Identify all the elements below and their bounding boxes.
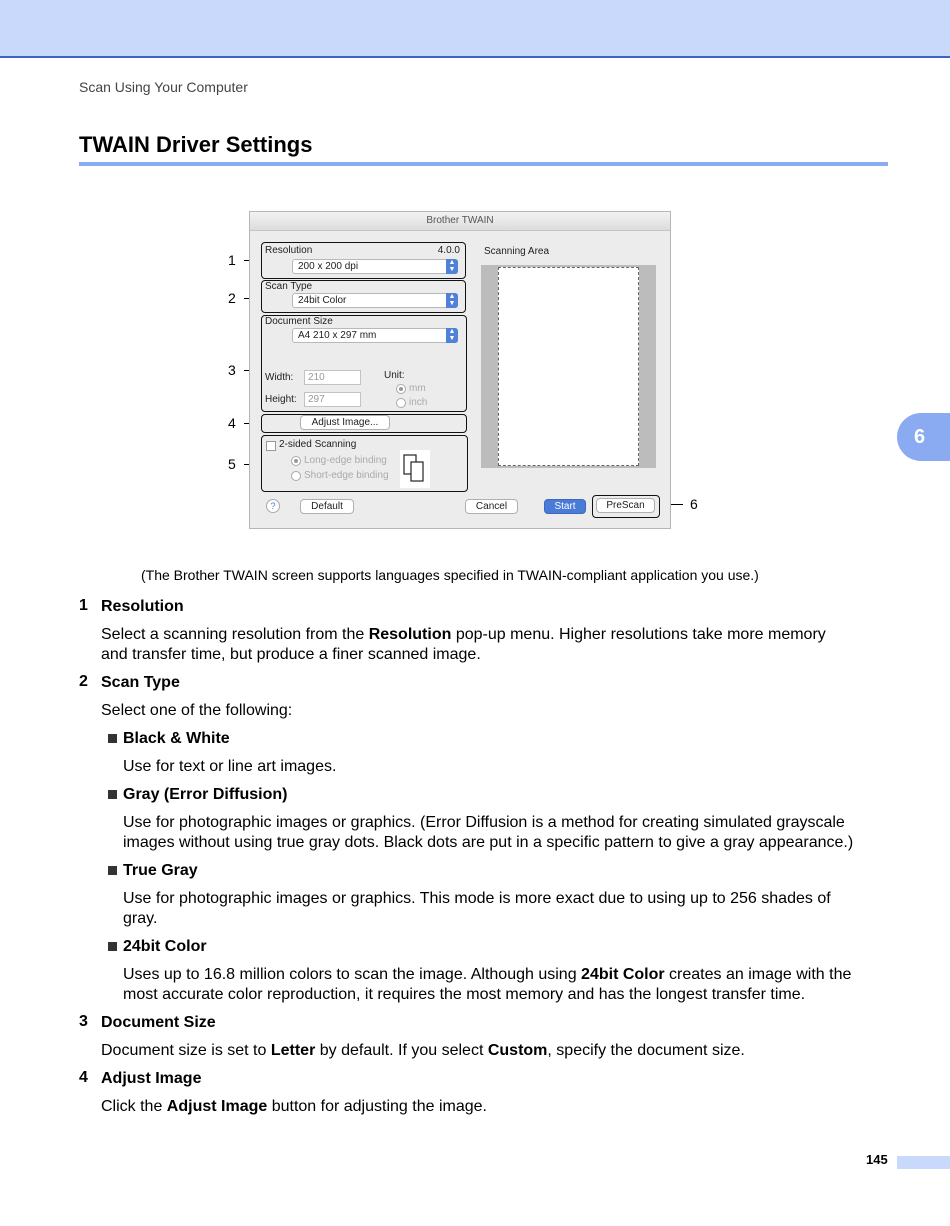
section-heading: Document Size <box>101 1014 216 1031</box>
scan-type-popup[interactable] <box>292 293 458 308</box>
section-paragraph: and transfer time, but produce a finer scanned image. <box>101 646 481 663</box>
section-number: 1 <box>79 597 88 614</box>
bullet-square-icon <box>108 942 117 951</box>
resolution-group <box>261 242 466 279</box>
section-paragraph: Select one of the following: <box>101 702 293 719</box>
document-size-value: A4 210 x 297 mm <box>298 330 377 341</box>
adjust-image-group <box>261 414 467 433</box>
bullet-heading: True Gray <box>123 862 198 879</box>
callout-6: 6 <box>690 496 698 512</box>
scanning-area-label: Scanning Area <box>484 246 550 257</box>
height-field[interactable]: 297 <box>304 392 361 407</box>
dialog-title: Brother TWAIN <box>250 212 670 231</box>
scan-type-group <box>261 280 466 313</box>
section-heading: Adjust Image <box>101 1070 202 1087</box>
short-edge-label: Short-edge binding <box>304 470 389 481</box>
bullet-text: Use for text or line art images. <box>123 758 337 775</box>
document-size-label: Document Size <box>265 316 333 327</box>
adjust-image-button[interactable]: Adjust Image... <box>300 415 390 430</box>
resolution-popup[interactable] <box>292 259 458 274</box>
section-paragraph: Click the Adjust Image button for adjusting the image. <box>101 1098 487 1115</box>
unit-inch-radio[interactable] <box>396 398 406 408</box>
bullet-text: Use for photographic images or graphics. (Error Diffusion is a method for creating simulated grayscale <box>123 814 845 831</box>
callout-2: 2 <box>228 290 236 306</box>
version-label: 4.0.0 <box>437 245 460 256</box>
unit-mm-radio[interactable] <box>396 384 406 394</box>
unit-label: Unit: <box>384 370 405 381</box>
figure-caption: (The Brother TWAIN screen supports languages specified in TWAIN-compliant application you use.) <box>141 567 759 583</box>
callout-1: 1 <box>228 252 236 268</box>
height-label: Height: <box>265 394 297 405</box>
duplex-page-icon <box>400 450 430 488</box>
resolution-label: Resolution <box>265 245 313 256</box>
document-size-group <box>261 315 467 412</box>
scanning-area-page <box>498 267 639 466</box>
short-edge-radio[interactable] <box>291 471 301 481</box>
scanning-area-preview[interactable] <box>481 265 656 468</box>
unit-inch-label: inch <box>409 397 428 408</box>
long-edge-radio[interactable] <box>291 456 301 466</box>
chevron-updown-icon: ▲ ▼ <box>446 293 458 308</box>
two-sided-label: 2-sided Scanning <box>279 439 357 450</box>
bullet-text: Use for photographic images or graphics. This mode is more exact due to using up to 256 shades of <box>123 890 831 907</box>
scan-type-label: Scan Type <box>265 281 313 292</box>
help-icon[interactable]: ? <box>266 499 280 513</box>
bullet-square-icon <box>108 866 117 875</box>
callout-5: 5 <box>228 456 236 472</box>
scan-type-value: 24bit Color <box>298 295 347 306</box>
bullet-square-icon <box>108 790 117 799</box>
resolution-value: 200 x 200 dpi <box>298 261 359 272</box>
section-heading: Scan Type <box>101 674 180 691</box>
section-heading: Resolution <box>101 598 184 615</box>
prescan-button[interactable]: PreScan <box>596 498 655 513</box>
page-number: 145 <box>866 1152 888 1167</box>
long-edge-label: Long-edge binding <box>304 455 387 466</box>
section-paragraph: Select a scanning resolution from the Resolution pop-up menu. Higher resolutions take more memory <box>101 626 826 643</box>
two-sided-checkbox[interactable] <box>266 441 276 451</box>
default-button[interactable]: Default <box>300 499 354 514</box>
bullet-heading: 24bit Color <box>123 938 207 955</box>
document-size-popup[interactable] <box>292 328 458 343</box>
chevron-updown-icon: ▲ ▼ <box>446 259 458 274</box>
title-rule <box>79 162 888 166</box>
section-number: 3 <box>79 1013 88 1030</box>
width-label: Width: <box>265 372 294 383</box>
bullet-heading: Gray (Error Diffusion) <box>123 786 288 803</box>
bullet-text: Uses up to 16.8 million colors to scan the image. Although using 24bit Color creates an image with the <box>123 966 852 983</box>
running-head: Scan Using Your Computer <box>79 79 248 95</box>
bullet-text: images without using true gray dots. Black dots are put in a specific pattern to give a gray appearance.) <box>123 834 854 851</box>
footer-bar <box>897 1156 950 1169</box>
twain-dialog <box>249 211 671 529</box>
bullet-text: most accurate color reproduction, it requires the most memory and has the longest transfer time. <box>123 986 806 1003</box>
unit-mm-label: mm <box>409 383 426 394</box>
bullet-text: gray. <box>123 910 158 927</box>
bullet-heading: Black & White <box>123 730 230 747</box>
prescan-highlight <box>592 495 660 518</box>
cancel-button[interactable]: Cancel <box>465 499 518 514</box>
start-button[interactable]: Start <box>544 499 586 514</box>
callout-3: 3 <box>228 362 236 378</box>
page-title: TWAIN Driver Settings <box>79 132 313 157</box>
bullet-square-icon <box>108 734 117 743</box>
chevron-updown-icon: ▲ ▼ <box>446 328 458 343</box>
callout-4: 4 <box>228 415 236 431</box>
section-paragraph: Document size is set to Letter by default. If you select Custom, specify the document size. <box>101 1042 745 1059</box>
section-number: 4 <box>79 1069 88 1086</box>
chapter-tab: 6 <box>897 413 950 461</box>
section-number: 2 <box>79 673 88 690</box>
two-sided-group <box>261 435 468 492</box>
width-field[interactable]: 210 <box>304 370 361 385</box>
header-band <box>0 0 950 58</box>
